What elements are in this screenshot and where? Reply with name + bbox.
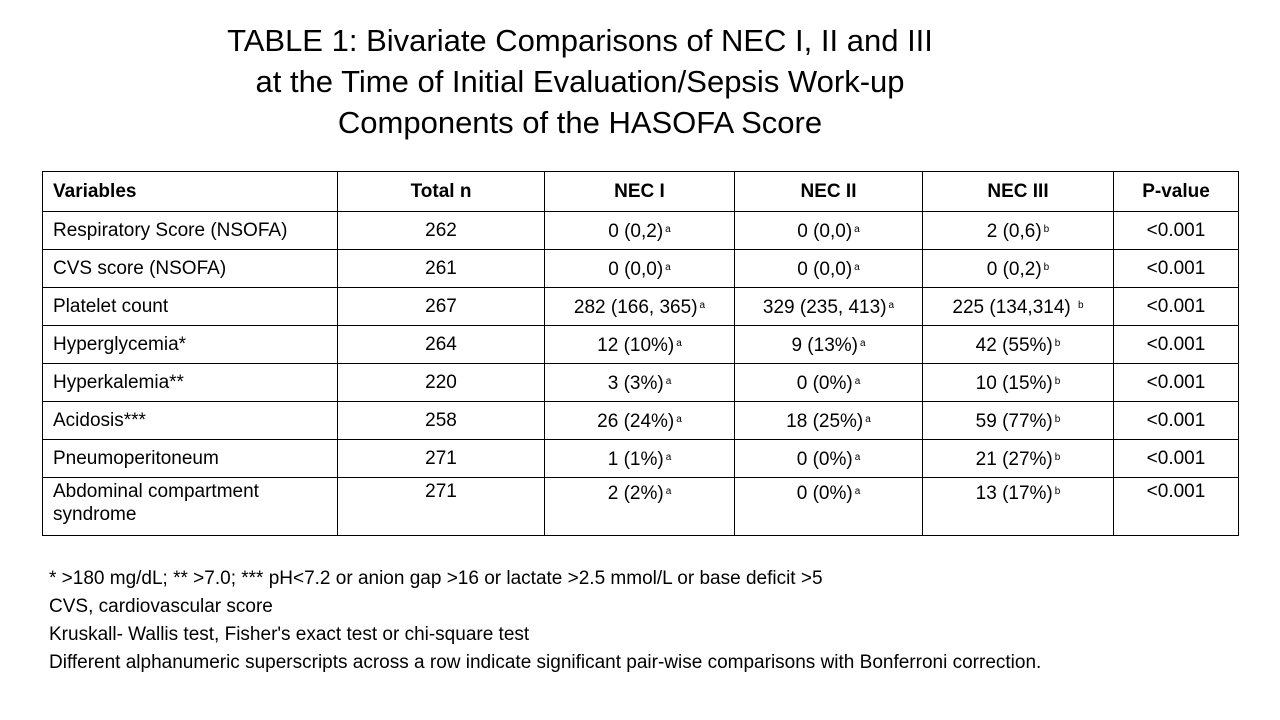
nec-2-cell: [735, 402, 923, 440]
variable-cell: Platelet count: [43, 288, 338, 326]
nec-3-value: 13 (17%): [975, 483, 1053, 504]
nec-1-superscript: a: [665, 486, 672, 497]
nec-3-superscript: b: [1054, 414, 1061, 425]
nec-2-superscript: a: [854, 452, 861, 463]
nec-2-value: 9 (13%): [791, 335, 858, 356]
nec-1-cell: [545, 212, 735, 250]
footnote-superscripts: Different alphanumeric superscripts across a row indicate significant pair-wise comparisons with Bonferroni correction.: [49, 652, 1042, 673]
p-value-cell: <0.001: [1114, 326, 1239, 364]
footnote-tests: Kruskall- Wallis test, Fisher's exact test or chi-square test: [49, 624, 530, 645]
nec-3-cell: [923, 250, 1114, 288]
p-value-cell: <0.001: [1114, 478, 1239, 536]
table-row: [43, 440, 1239, 478]
nec-1-value: 26 (24%): [597, 411, 675, 432]
title-line-1: TABLE 1: Bivariate Comparisons of NEC I, II and III: [227, 23, 933, 58]
nec-1-value: 1 (1%): [607, 449, 664, 470]
nec-1-cell: [545, 402, 735, 440]
header-row: [43, 172, 1239, 212]
variable-cell: Abdominal compartment syndrome: [43, 478, 338, 536]
nec-1-value: 0 (0,2): [608, 221, 664, 242]
nec-1-cell: [545, 364, 735, 402]
header-total-n: Total n: [338, 172, 545, 212]
total-n-cell: 258: [338, 402, 545, 440]
nec-3-cell: [923, 364, 1114, 402]
nec-2-superscript: a: [854, 486, 861, 497]
nec-3-value: 42 (55%): [975, 335, 1053, 356]
variable-cell: Hyperkalemia**: [43, 364, 338, 402]
nec-3-value: 0 (0,2): [986, 259, 1042, 280]
nec-1-superscript: a: [676, 414, 682, 425]
variable-cell: Respiratory Score (NSOFA): [43, 212, 338, 250]
nec-2-superscript: a: [854, 262, 860, 273]
nec-3-superscript: b: [1054, 486, 1061, 497]
footnote-definitions: * >180 mg/dL; ** >7.0; *** pH<7.2 or anion gap >16 or lactate >2.5 mmol/L or base deficit >5: [49, 568, 823, 589]
header-nec-3: NEC III: [923, 172, 1114, 212]
nec-3-cell: [923, 478, 1114, 536]
nec-2-superscript: a: [854, 224, 860, 235]
variable-cell: Pneumoperitoneum: [43, 440, 338, 478]
p-value-cell: <0.001: [1114, 440, 1239, 478]
nec-1-cell: [545, 440, 735, 478]
nec-1-value: 2 (2%): [607, 483, 664, 504]
nec-2-value: 0 (0%): [796, 449, 853, 470]
table-row: [43, 326, 1239, 364]
nec-1-cell: [545, 478, 735, 536]
nec-2-cell: [735, 212, 923, 250]
table-row: [43, 364, 1239, 402]
nec-2-cell: [735, 250, 923, 288]
p-value-cell: <0.001: [1114, 402, 1239, 440]
nec-3-cell: [923, 326, 1114, 364]
nec-2-cell: [735, 288, 923, 326]
nec-2-cell: [735, 478, 923, 536]
nec-2-cell: [735, 440, 923, 478]
header-nec-2: NEC II: [735, 172, 923, 212]
p-value-cell: <0.001: [1114, 364, 1239, 402]
nec-2-value: 0 (0,0): [797, 259, 853, 280]
table-row: [43, 250, 1239, 288]
table-row: [43, 288, 1239, 326]
nec-1-superscript: a: [665, 452, 672, 463]
nec-1-superscript: a: [665, 224, 671, 235]
total-n-cell: 220: [338, 364, 545, 402]
title-line-3: Components of the HASOFA Score: [337, 105, 823, 140]
nec-3-cell: [923, 288, 1114, 326]
nec-3-cell: [923, 440, 1114, 478]
table-title: [120, 20, 1040, 143]
nec-1-value: 12 (10%): [597, 335, 675, 356]
total-n-cell: 267: [338, 288, 545, 326]
nec-3-cell: [923, 402, 1114, 440]
nec-3-value: 225 (134,314): [952, 297, 1077, 318]
total-n-cell: 262: [338, 212, 545, 250]
p-value-cell: <0.001: [1114, 212, 1239, 250]
nec-2-value: 18 (25%): [786, 411, 864, 432]
table-row: [43, 212, 1239, 250]
nec-2-cell: [735, 364, 923, 402]
nec-1-superscript: a: [676, 338, 682, 349]
variable-cell: Hyperglycemia*: [43, 326, 338, 364]
nec-3-value: 10 (15%): [975, 373, 1053, 394]
nec-3-superscript: b: [1054, 376, 1061, 387]
nec-2-superscript: a: [888, 300, 895, 311]
nec-2-value: 0 (0%): [796, 373, 853, 394]
variable-cell: Acidosis***: [43, 402, 338, 440]
header-nec-1: NEC I: [545, 172, 735, 212]
nec-1-value: 282 (166, 365): [573, 297, 698, 318]
total-n-cell: 271: [338, 440, 545, 478]
header-variables: Variables: [43, 172, 338, 212]
nec-2-cell: [735, 326, 923, 364]
nec-1-cell: [545, 326, 735, 364]
nec-2-superscript: a: [854, 376, 861, 387]
total-n-cell: 271: [338, 478, 545, 536]
variable-cell: CVS score (NSOFA): [43, 250, 338, 288]
p-value-cell: <0.001: [1114, 250, 1239, 288]
nec-3-superscript: b: [1043, 224, 1050, 235]
nec-3-value: 59 (77%): [975, 411, 1053, 432]
p-value-cell: <0.001: [1114, 288, 1239, 326]
total-n-cell: 264: [338, 326, 545, 364]
nec-2-superscript: a: [865, 414, 871, 425]
nec-2-value: 0 (0,0): [797, 221, 853, 242]
nec-1-superscript: a: [665, 376, 672, 387]
nec-1-superscript: a: [665, 262, 671, 273]
header-p-value: P-value: [1114, 172, 1239, 212]
nec-3-superscript: b: [1078, 300, 1084, 311]
nec-3-cell: [923, 212, 1114, 250]
table-row: [43, 402, 1239, 440]
nec-3-value: 21 (27%): [975, 449, 1053, 470]
nec-2-value: 329 (235, 413): [762, 297, 887, 318]
nec-3-value: 2 (0,6): [986, 221, 1042, 242]
footnote-cvs: CVS, cardiovascular score: [49, 596, 273, 617]
nec-3-superscript: b: [1043, 262, 1050, 273]
nec-1-cell: [545, 288, 735, 326]
nec-2-superscript: a: [859, 338, 866, 349]
nec-2-value: 0 (0%): [796, 483, 853, 504]
nec-1-value: 0 (0,0): [608, 259, 664, 280]
nec-1-value: 3 (3%): [607, 373, 664, 394]
nec-3-superscript: b: [1054, 452, 1061, 463]
results-table: [42, 171, 1239, 536]
table-row: [43, 478, 1239, 536]
title-line-2: at the Time of Initial Evaluation/Sepsis Work-up: [255, 64, 905, 99]
nec-1-cell: [545, 250, 735, 288]
nec-3-superscript: b: [1054, 338, 1061, 349]
total-n-cell: 261: [338, 250, 545, 288]
nec-1-superscript: a: [699, 300, 706, 311]
table-footnotes: [49, 565, 1249, 677]
